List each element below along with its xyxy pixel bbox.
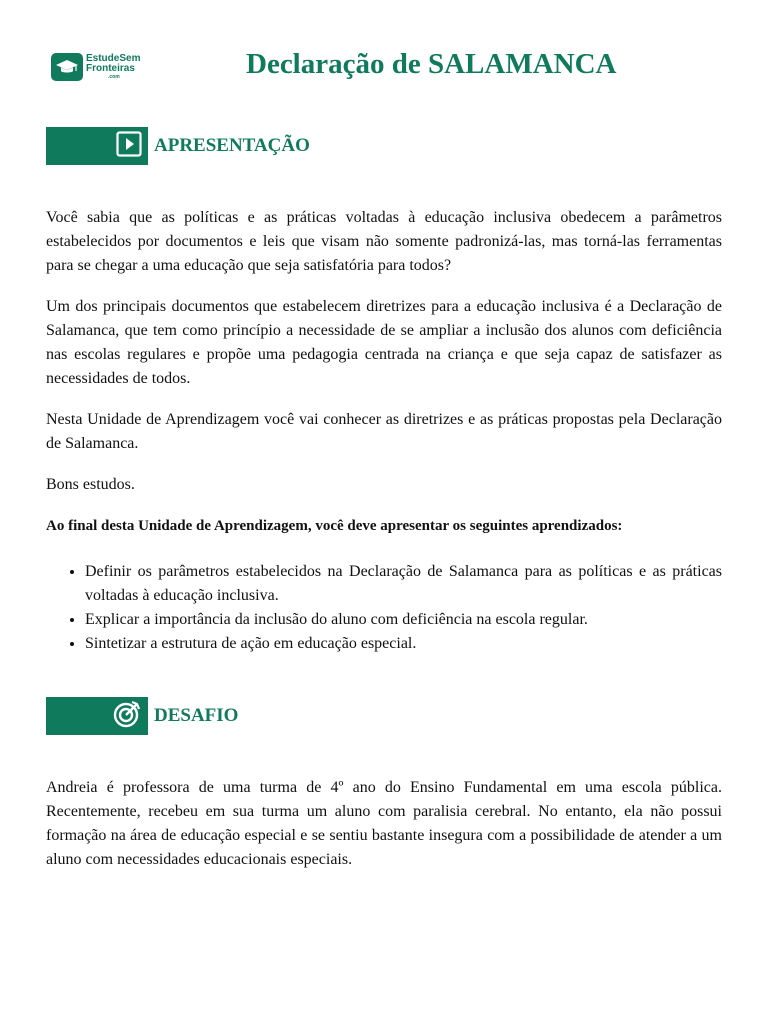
paragraph: Bons estudos. bbox=[46, 476, 135, 493]
section-title-desafio: DESAFIO bbox=[154, 705, 239, 726]
section-header-desafio bbox=[46, 697, 238, 735]
section-header-apresentacao bbox=[46, 127, 310, 165]
brand-logo bbox=[51, 53, 140, 81]
play-icon bbox=[116, 131, 142, 162]
objectives-list bbox=[46, 560, 722, 656]
paragraph: Nesta Unidade de Aprendizagem você vai conhecer as diretrizes e as práticas propostas pela Declaração de Salamanca. bbox=[46, 411, 722, 452]
logo-line-2: Fronteiras bbox=[86, 63, 135, 74]
objectives-heading: Ao final desta Unidade de Aprendizagem, você deve apresentar os seguintes aprendizados: bbox=[46, 518, 623, 534]
list-item: • Sintetizar a estrutura de ação em educação especial. bbox=[85, 632, 722, 656]
paragraph: Você sabia que as políticas e as práticas voltadas à educação inclusiva obedecem a parâmetros estabelecidos por documentos e leis que visam não somente padronizá-las, mas torná-las ferramentas para se chegar a uma educação que seja satisfatória para todos? bbox=[46, 209, 722, 274]
list-item: • Explicar a importância da inclusão do aluno com deficiência na escola regular. bbox=[85, 608, 722, 632]
document-title: Declaração de SALAMANCA bbox=[246, 48, 617, 80]
logo-line-3: .com bbox=[108, 74, 120, 80]
list-item: • Definir os parâmetros estabelecidos na Declaração de Salamanca para as políticas e as práticas voltadas à educação inclusiva. bbox=[85, 560, 722, 608]
section-bar bbox=[46, 697, 148, 735]
desafio-content bbox=[46, 776, 722, 889]
paragraph: Um dos principais documentos que estabelecem diretrizes para a educação inclusiva é a Declaração de Salamanca, que tem como princípio a necessidade de se ampliar a inclusão dos alunos com deficiência nas escolas regulares e propõe uma pedagogia centrada na criança e que seja capaz de satisfazer as necessidades de todos. bbox=[46, 298, 722, 387]
logo-line-1: EstudeSem bbox=[86, 53, 141, 64]
logo-wordmark bbox=[86, 54, 140, 80]
paragraph: Andreia é professora de uma turma de 4º ano do Ensino Fundamental em uma escola pública. Recentemente, recebeu em sua turma um aluno com paralisia cerebral. No entanto, ela não possui formação na área de educação especial e se sentiu bastante insegura com a possibilidade de atender a um aluno com necessidades educacionais especiais. bbox=[46, 779, 722, 868]
graduation-cap-icon bbox=[51, 53, 83, 81]
target-icon bbox=[112, 699, 142, 734]
section-bar bbox=[46, 127, 148, 165]
section-title-apresentacao: APRESENTAÇÃO bbox=[154, 135, 310, 156]
apresentacao-content bbox=[46, 206, 722, 656]
